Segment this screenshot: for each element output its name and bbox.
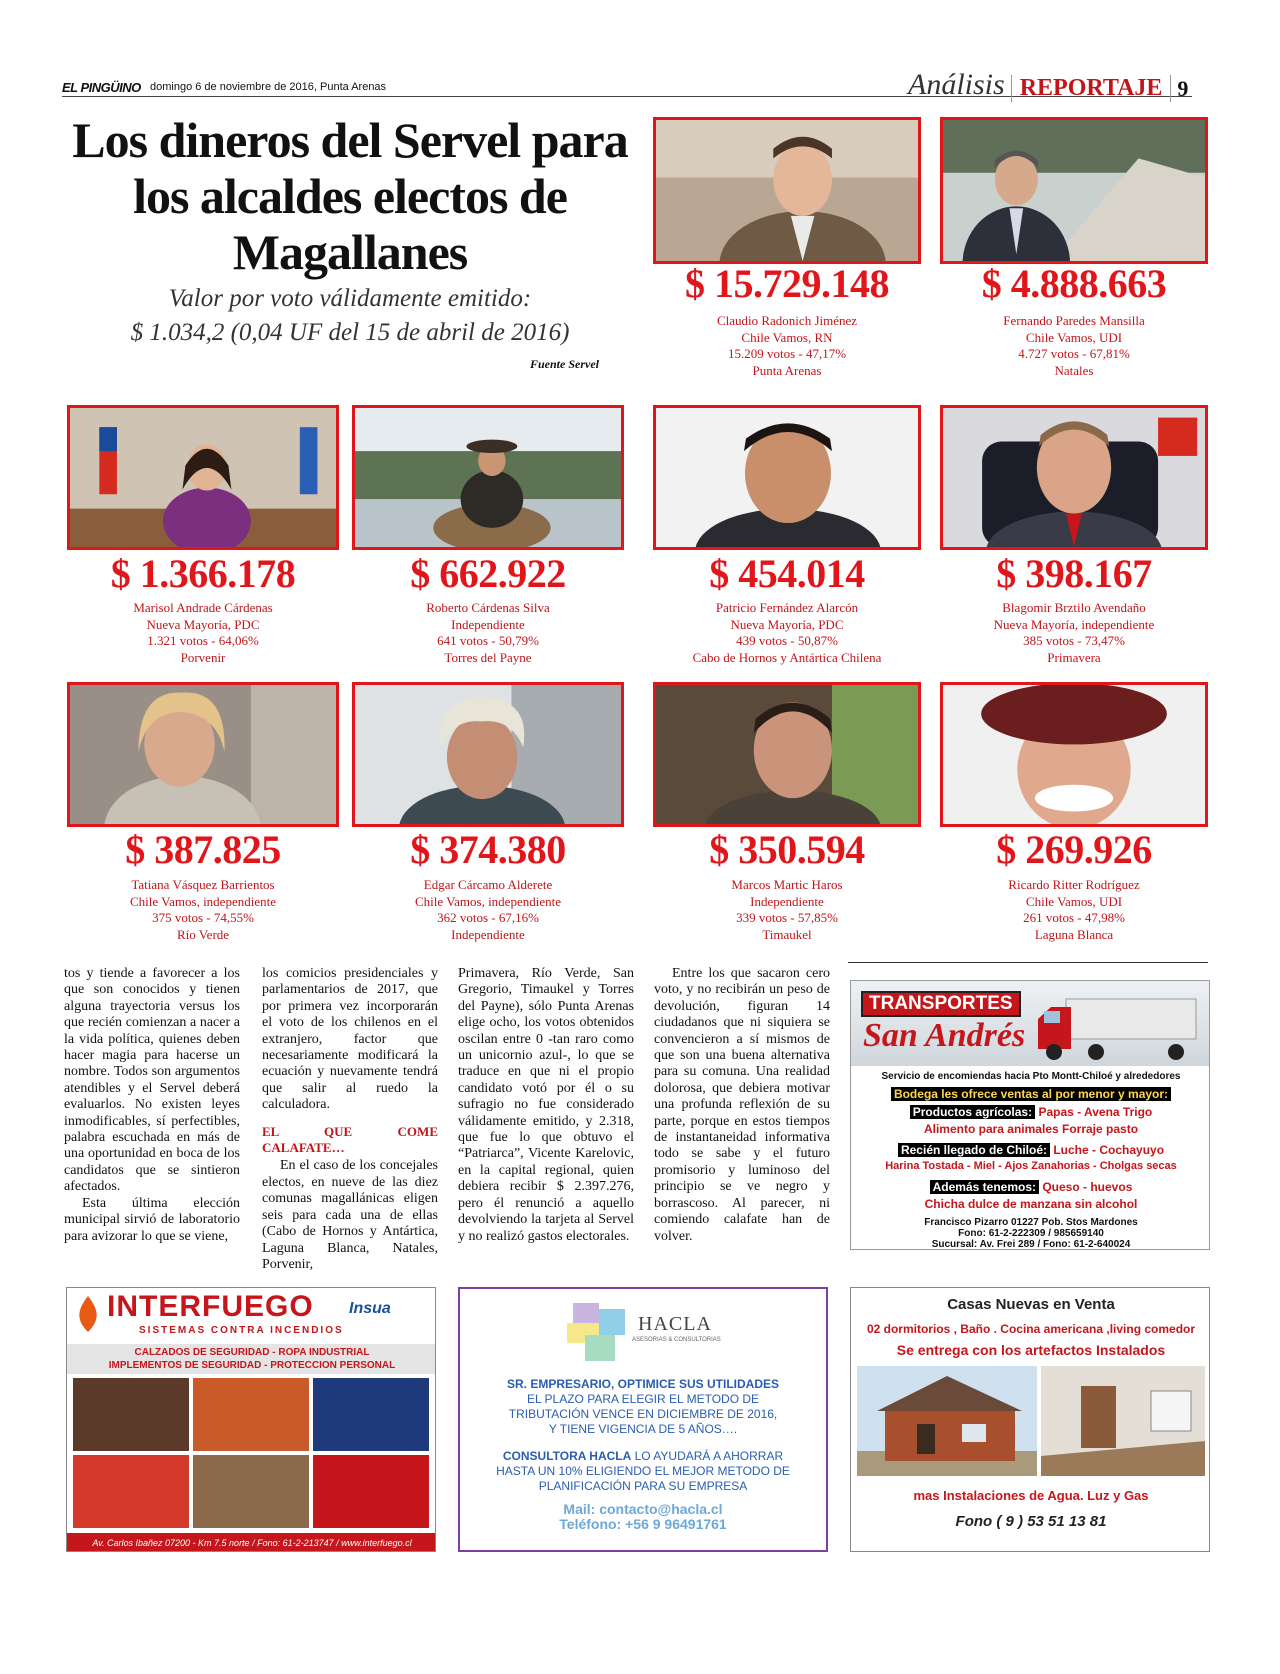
mayor-info-6 xyxy=(940,600,1208,666)
mayor-votes-1: 15.209 votos - 47,17% xyxy=(727,346,847,361)
mayor-info-2 xyxy=(940,313,1208,379)
chiloe-items: Luche - Cochayuyo xyxy=(1053,1143,1165,1157)
mayor-votes-10: 261 votos - 47,98% xyxy=(1023,910,1125,925)
mayor-info-7 xyxy=(67,877,339,943)
subtitle-line-1: Valor por voto válidamente emitido: xyxy=(168,285,532,312)
mayor-name-8: Edgar Cárcamo Alderete xyxy=(423,877,553,892)
mayor-info-1 xyxy=(653,313,921,379)
mayor-photo-9 xyxy=(653,682,921,827)
mayor-amount-1: $ 15.729.148 xyxy=(685,261,889,306)
mayor-name-2: Fernando Paredes Mansilla xyxy=(1003,313,1145,328)
mayor-photo-10 xyxy=(940,682,1208,827)
body-column-2 xyxy=(262,966,438,1273)
hacla-logo-icon xyxy=(565,1301,629,1368)
mayor-photo-7 xyxy=(67,682,339,827)
body-paragraph: los comicios presidenciales y parlamentarios de 2017, que por primera vez incorporarán el voto de los chilenos en el extranjero, factor que necesariamente modificará la ecuación y nuevamente tendrá que salir al ruedo la calculadora. xyxy=(262,966,438,1113)
body-paragraph: Esta última elección municipal sirvió de laboratorio para avizorar lo que se viene, xyxy=(64,1195,240,1244)
article-title: Los dineros del Servel para los alcaldes electos de Magallanes xyxy=(72,112,628,280)
mayor-info-3 xyxy=(67,600,339,666)
mayor-commune-8: Independiente xyxy=(451,926,525,942)
body-column-4 xyxy=(654,966,830,1245)
subtitle-line-2: $ 1.034,2 (0,04 UF del 15 de abril de 2016) xyxy=(130,319,570,346)
mayor-party-6: Nueva Mayoría, independiente xyxy=(993,616,1155,632)
mayor-party-8: Chile Vamos, independiente xyxy=(415,893,561,909)
mayor-name-7: Tatiana Vásquez Barrientos xyxy=(131,877,275,892)
mayor-commune-2: Natales xyxy=(1054,362,1094,378)
mayor-name-1: Claudio Radonich Jiménez xyxy=(716,313,858,328)
section-analysis: Análisis xyxy=(908,68,1005,101)
page-number: 9 xyxy=(1177,76,1189,101)
hacla-line-5b: LO AYUDARÁ A AHORRAR xyxy=(631,1449,784,1463)
hacla-phone: Teléfono: +56 9 96491761 xyxy=(559,1516,727,1532)
mayor-commune-7: Río Verde xyxy=(176,926,230,942)
mayor-commune-10: Laguna Blanca xyxy=(1034,926,1114,942)
ademas-label: Además tenemos: xyxy=(930,1180,1039,1194)
address-line-3: Sucursal: Av. Frei 289 / Fono: 61-2-640024 xyxy=(931,1239,1131,1250)
address-line-2: Fono: 61-2-222309 / 985659140 xyxy=(958,1228,1104,1239)
mayor-photo-8 xyxy=(352,682,624,827)
mayor-amount-6: $ 398.167 xyxy=(996,551,1152,596)
mayor-votes-8: 362 votos - 67,16% xyxy=(437,910,539,925)
interfuego-photos xyxy=(73,1378,429,1528)
mayor-votes-5: 439 votos - 50,87% xyxy=(736,633,838,648)
insua-logo: Insua xyxy=(349,1300,391,1317)
san-andres-brand: San Andrés xyxy=(863,1017,1026,1054)
mayor-amount-2: $ 4.888.663 xyxy=(981,261,1167,306)
article-subtitle xyxy=(80,282,620,350)
house-photo xyxy=(857,1366,1037,1476)
mayor-name-5: Patricio Fernández Alarcón xyxy=(715,600,859,615)
truck-icon xyxy=(1036,989,1206,1064)
hacla-brand: HACLA xyxy=(638,1313,712,1335)
casas-line-3: mas Instalaciones de Agua. Luz y Gas xyxy=(913,1488,1149,1503)
mayor-info-8 xyxy=(352,877,624,943)
ad-hacla xyxy=(458,1287,828,1552)
interfuego-line-1: CALZADOS DE SEGURIDAD - ROPA INDUSTRIAL xyxy=(134,1347,370,1358)
mayor-info-9 xyxy=(653,877,921,943)
article-source: Fuente Servel xyxy=(530,357,599,371)
address-line-1: Francisco Pizarro 01227 Pob. Stos Mardones xyxy=(924,1217,1138,1228)
interfuego-brand: INTERFUEGO xyxy=(107,1290,314,1323)
mayor-votes-3: 1.321 votos - 64,06% xyxy=(147,633,259,648)
mayor-amount-5: $ 454.014 xyxy=(709,551,865,596)
body-subhead: EL QUE COME CALAFATE… xyxy=(262,1123,438,1156)
ad-transportes xyxy=(850,980,1210,1250)
mayor-photo-3 xyxy=(67,405,339,550)
chiloe-label: Recién llegado de Chiloé: xyxy=(898,1143,1050,1157)
mayor-party-2: Chile Vamos, UDI xyxy=(1025,329,1123,345)
mayor-votes-9: 339 votos - 57,85% xyxy=(736,910,838,925)
ad-divider xyxy=(848,962,1208,963)
hacla-line-6: HASTA UN 10% ELIGIENDO EL MEJOR METODO DE xyxy=(496,1464,790,1478)
mayor-name-10: Ricardo Ritter Rodríguez xyxy=(1008,877,1140,892)
dateline: domingo 6 de noviembre de 2016, Punta Arenas xyxy=(150,81,387,93)
transportes-service: Servicio de encomiendas hacia Pto Montt-Chiloé y alrededores xyxy=(881,1071,1181,1082)
mayor-amount-3: $ 1.366.178 xyxy=(110,551,296,596)
casas-line-2: Se entrega con los artefactos Instalados xyxy=(896,1342,1166,1358)
ad-interfuego xyxy=(66,1287,436,1552)
body-paragraph: En el caso de los concejales electos, en nueve de las diez comunas magallánicas eligen seis para cada una de ellas (Cabo de Hornos y Antártica, Laguna Blanca, Natales, Porvenir, xyxy=(262,1158,438,1272)
mayor-amount-8: $ 374.380 xyxy=(410,827,566,872)
mayor-commune-1: Punta Arenas xyxy=(752,362,822,378)
mayor-votes-4: 641 votos - 50,79% xyxy=(437,633,539,648)
mayor-name-9: Marcos Martic Haros xyxy=(731,877,843,892)
productos-label: Productos agrícolas: xyxy=(910,1105,1035,1119)
mayor-commune-3: Porvenir xyxy=(180,649,226,665)
mayor-amount-7: $ 387.825 xyxy=(125,827,281,872)
section-reportaje: REPORTAJE xyxy=(1011,75,1172,102)
casas-line-1: 02 dormitorios , Baño . Cocina americana ,living comedor xyxy=(866,1322,1196,1336)
mayor-amount-9: $ 350.594 xyxy=(709,827,865,872)
hacla-line-1: SR. EMPRESARIO, OPTIMICE SUS UTILIDADES xyxy=(506,1377,780,1391)
chiloe-items-2: Harina Tostada - Miel - Ajos Zanahorias - Cholgas secas xyxy=(885,1160,1177,1172)
transportes-address xyxy=(851,1217,1210,1250)
hacla-text xyxy=(460,1377,826,1532)
transportes-brand: TRANSPORTES xyxy=(861,991,1021,1017)
mayor-party-7: Chile Vamos, independiente xyxy=(130,893,276,909)
mayor-photo-6 xyxy=(940,405,1208,550)
body-column-3 xyxy=(458,966,634,1245)
mayor-name-4: Roberto Cárdenas Silva xyxy=(426,600,550,615)
mayor-party-5: Nueva Mayoría, PDC xyxy=(730,616,844,632)
mayor-amount-4: $ 662.922 xyxy=(410,551,566,596)
ademas-items: Queso - huevos xyxy=(1042,1180,1133,1194)
hacla-line-2: EL PLAZO PARA ELEGIR EL METODO DE xyxy=(526,1392,760,1406)
mayor-info-10 xyxy=(940,877,1208,943)
body-column-1 xyxy=(64,966,240,1245)
interfuego-footer: Av. Carlos Ibañez 07200 - Km 7.5 norte / Fono: 61-2-213747 / www.interfuego.cl xyxy=(67,1533,436,1552)
hacla-brand-sub: ASESORIAS & CONSULTORIAS xyxy=(632,1337,721,1343)
body-paragraph: Entre los que sacaron cero voto, y no recibirán un peso de devolución, figuran 14 ciudadanos que ni siquiera se convencieron a sí mismos de que son una buena alternativa para su comuna. Una realidad dolorosa, que debiera motivar una profunda reflexión de su parte, porque en estos tiempos de instantaneidad informativa todo se sabe y el futuro promisorio y luminoso del principio se ve negro y borrascoso. Al parecer, ni comiendo calafate han de volver. xyxy=(654,966,830,1244)
mayor-photo-2 xyxy=(940,117,1208,264)
mayor-party-3: Nueva Mayoría, PDC xyxy=(146,616,260,632)
mayor-votes-6: 385 votos - 73,47% xyxy=(1023,633,1125,648)
interfuego-tagline: SISTEMAS CONTRA INCENDIOS xyxy=(139,1325,344,1336)
hacla-line-5a: CONSULTORA HACLA xyxy=(502,1449,632,1463)
productos-items: Papas - Avena Trigo xyxy=(1038,1105,1153,1119)
mayor-party-4: Independiente xyxy=(451,616,525,632)
transportes-bodega: Bodega les ofrece ventas al por menor y mayor: xyxy=(891,1087,1171,1101)
mayor-party-1: Chile Vamos, RN xyxy=(741,329,833,345)
mayor-commune-9: Timaukel xyxy=(762,926,812,942)
hacla-line-3: TRIBUTACIÓN VENCE EN DICIEMBRE DE 2016, xyxy=(508,1407,778,1421)
mayor-photo-5 xyxy=(653,405,921,550)
mayor-votes-7: 375 votos - 74,55% xyxy=(152,910,254,925)
productos-items-2: Alimento para animales Forraje pasto xyxy=(923,1122,1139,1136)
mayor-name-6: Blagomir Brztilo Avendaño xyxy=(1002,600,1146,615)
interior-photo xyxy=(1041,1366,1205,1476)
mayor-commune-4: Torres del Payne xyxy=(444,649,532,665)
casas-phone: Fono ( 9 ) 53 51 13 81 xyxy=(955,1513,1107,1530)
mayor-commune-5: Cabo de Hornos y Antártica Chilena xyxy=(692,649,882,665)
hacla-mail[interactable]: Mail: contacto@hacla.cl xyxy=(563,1501,723,1517)
mayor-votes-2: 4.727 votos - 67,81% xyxy=(1018,346,1130,361)
masthead: EL PINGÜINO xyxy=(62,80,141,95)
mayor-party-9: Independiente xyxy=(750,893,824,909)
mayor-info-4 xyxy=(352,600,624,666)
hacla-line-7: PLANIFICACIÓN PARA SU EMPRESA xyxy=(538,1479,748,1493)
body-paragraph: tos y tiende a favorecer a los que son conocidos y tienen alguna trayectoria versus los que recién comienzan a nacer a la vida política, quienes deben hacer magia para hacerse un nombre. Todos son argumentos atendibles y el Servel deberá evaluarlos. No existen leyes inmodificables, sí perfectibles, palabra escuchada en más de una oportunidad en boca de los candidatos que se sintieron afectados. xyxy=(64,966,240,1195)
section-header xyxy=(908,68,1188,102)
interfuego-line-2: IMPLEMENTOS DE SEGURIDAD - PROTECCION PERSONAL xyxy=(108,1360,396,1371)
mayor-photo-4 xyxy=(352,405,624,550)
mayor-photo-1 xyxy=(653,117,921,264)
casas-title: Casas Nuevas en Venta xyxy=(947,1296,1115,1313)
mayor-name-3: Marisol Andrade Cárdenas xyxy=(133,600,273,615)
mayor-party-10: Chile Vamos, UDI xyxy=(1025,893,1123,909)
flame-icon xyxy=(73,1294,103,1339)
hacla-line-4: Y TIENE VIGENCIA DE 5 AÑOS…. xyxy=(548,1422,738,1436)
interfuego-products xyxy=(67,1344,436,1374)
mayor-info-5 xyxy=(653,600,921,666)
ad-casas xyxy=(850,1287,1210,1552)
body-paragraph: Primavera, Río Verde, San Gregorio, Timaukel y Torres del Payne), sólo Punta Arenas elige ocho, los votos obtenidos oscilan entre 0 -tan raro como un unicornio azul-, lo que se traduce en que ni el propio candidato votó por él o su sufragio no fue considerado válidamente emitido, y 2.318, que fue lo que obtuvo el “Patriarca”, Vicente Karelovic, en la capital regional, quien debiera recibir $ 2.397.276, pero él renunció a aquello devolviendo la tarjeta al Servel y no realizó gastos electorales. xyxy=(458,966,634,1244)
mayor-amount-10: $ 269.926 xyxy=(996,827,1152,872)
ademas-items-2: Chicha dulce de manzana sin alcohol xyxy=(924,1197,1138,1211)
mayor-commune-6: Primavera xyxy=(1047,649,1101,665)
